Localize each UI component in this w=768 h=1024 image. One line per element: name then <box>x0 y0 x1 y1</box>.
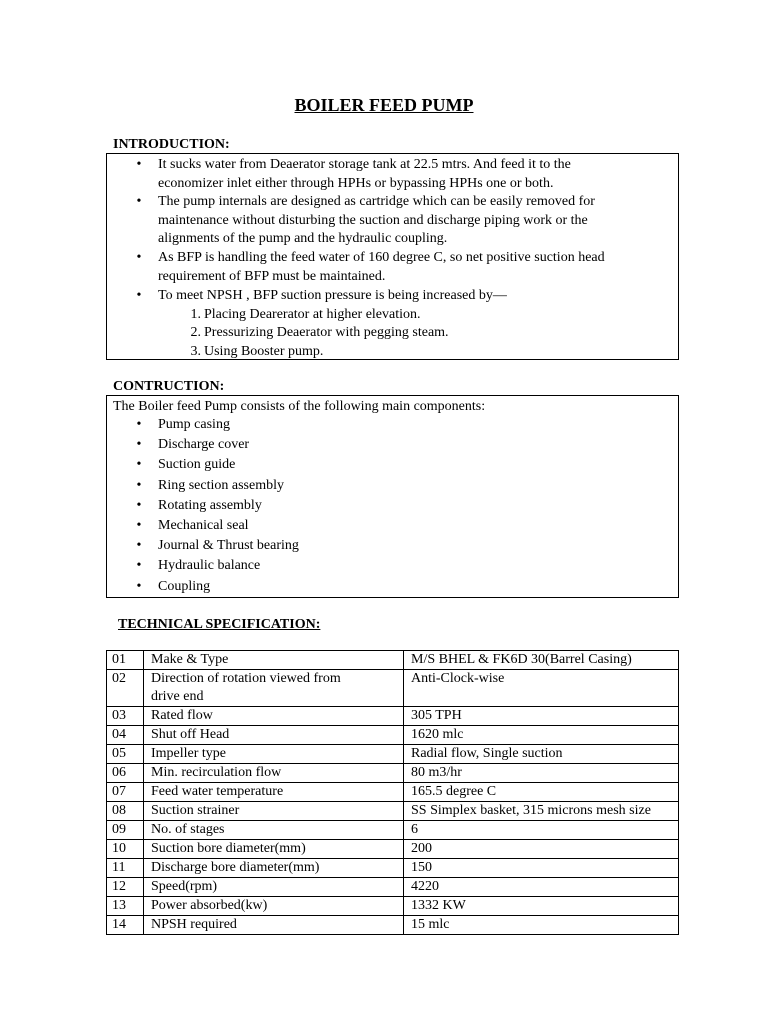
intro-bullet-4: To meet NPSH , BFP suction pressure is being increased by— <box>158 288 507 303</box>
page-title: BOILER FEED PUMP <box>294 95 474 115</box>
table-row <box>107 821 679 840</box>
row-parameter: NPSH required <box>144 916 404 935</box>
bullet-icon: • <box>136 417 142 432</box>
row-number: 13 <box>107 897 144 916</box>
component-item: Pump casing <box>158 417 230 432</box>
row-value: 15 mlc <box>404 916 679 935</box>
spec-table <box>106 650 679 935</box>
table-row <box>107 859 679 878</box>
row-number: 12 <box>107 878 144 897</box>
table-row <box>107 802 679 821</box>
bullet-icon: • <box>136 457 142 473</box>
row-parameter: Suction strainer <box>144 802 404 821</box>
bullet-icon: • <box>136 194 142 209</box>
row-parameter: Feed water temperature <box>144 783 404 802</box>
row-parameter: Make & Type <box>144 651 404 670</box>
row-number: 06 <box>107 764 144 783</box>
component-item: Hydraulic balance <box>158 558 261 574</box>
sub-item-text: Pressurizing Deaerator with pegging steam. <box>204 325 449 340</box>
row-number: 02 <box>107 670 144 707</box>
table-row <box>107 783 679 802</box>
row-parameter: Min. recirculation flow <box>144 764 404 783</box>
table-row <box>107 764 679 783</box>
row-parameter-line-1: Direction of rotation viewed from <box>151 671 341 686</box>
bullet-icon: • <box>136 157 142 172</box>
row-number: 10 <box>107 840 144 859</box>
row-value: Anti-Clock-wise <box>404 670 679 707</box>
row-number: 09 <box>107 821 144 840</box>
construction-heading: CONTRUCTION: <box>113 379 225 394</box>
construction-box <box>106 395 679 598</box>
component-item: Mechanical seal <box>158 518 249 533</box>
component-item: Suction guide <box>158 457 236 473</box>
intro-bullet-1-line-1: It sucks water from Deaerator storage tank at 22.5 mtrs. And feed it to the <box>158 157 571 172</box>
bullet-icon: • <box>136 288 142 303</box>
row-parameter: No. of stages <box>144 821 404 840</box>
bullet-icon: • <box>136 497 142 513</box>
row-parameter: Suction bore diameter(mm) <box>144 840 404 859</box>
row-value: 4220 <box>404 878 679 897</box>
table-row <box>107 897 679 916</box>
bullet-icon: • <box>136 250 142 265</box>
row-value: 1332 KW <box>404 897 679 916</box>
component-item: Ring section assembly <box>158 477 284 493</box>
sub-item-number: 3. <box>190 343 201 359</box>
row-value: M/S BHEL & FK6D 30(Barrel Casing) <box>404 651 679 670</box>
row-parameter: Speed(rpm) <box>144 878 404 897</box>
row-parameter: Discharge bore diameter(mm) <box>144 859 404 878</box>
intro-bullet-3-line-1: As BFP is handling the feed water of 160 degree C, so net positive suction head <box>158 250 605 265</box>
bullet-icon: • <box>136 437 142 453</box>
row-value: 305 TPH <box>404 707 679 726</box>
row-number: 03 <box>107 707 144 726</box>
intro-bullet-3-line-2: requirement of BFP must be maintained. <box>158 268 386 284</box>
table-row <box>107 707 679 726</box>
spec-heading: TECHNICAL SPECIFICATION: <box>118 617 321 632</box>
sub-item-text: Placing Dearerator at higher elevation. <box>204 306 421 322</box>
component-item: Journal & Thrust bearing <box>158 538 299 554</box>
row-number: 07 <box>107 783 144 802</box>
sub-item-text: Using Booster pump. <box>204 343 324 359</box>
table-row <box>107 878 679 897</box>
table-row <box>107 916 679 935</box>
construction-intro: The Boiler feed Pump consists of the following main components: <box>113 399 486 414</box>
row-number: 08 <box>107 802 144 821</box>
row-value: 200 <box>404 840 679 859</box>
row-parameter: Power absorbed(kw) <box>144 897 404 916</box>
bullet-icon: • <box>136 477 142 493</box>
row-value: 1620 mlc <box>404 726 679 745</box>
table-row <box>107 745 679 764</box>
intro-bullet-2-line-1: The pump internals are designed as cartridge which can be easily removed for <box>158 194 595 209</box>
row-value: 80 m3/hr <box>404 764 679 783</box>
bullet-icon: • <box>136 578 142 594</box>
row-parameter: Impeller type <box>144 745 404 764</box>
row-number: 04 <box>107 726 144 745</box>
table-row <box>107 840 679 859</box>
intro-bullet-2-line-2: maintenance without disturbing the suction and discharge piping work or the <box>158 212 588 228</box>
bullet-icon: • <box>136 518 142 533</box>
introduction-heading: INTRODUCTION: <box>113 137 230 152</box>
row-value: 165.5 degree C <box>404 783 679 802</box>
row-number: 05 <box>107 745 144 764</box>
component-item: Rotating assembly <box>158 497 262 513</box>
introduction-box <box>106 153 679 360</box>
row-parameter: Rated flow <box>144 707 404 726</box>
row-parameter <box>144 670 404 707</box>
bullet-icon: • <box>136 558 142 574</box>
component-item: Discharge cover <box>158 437 250 453</box>
sub-item-number: 1. <box>190 306 201 322</box>
component-item: Coupling <box>158 578 211 594</box>
row-value: SS Simplex basket, 315 microns mesh size <box>404 802 679 821</box>
row-value: Radial flow, Single suction <box>404 745 679 764</box>
table-row <box>107 726 679 745</box>
row-value: 150 <box>404 859 679 878</box>
bullet-icon: • <box>136 538 142 554</box>
row-number: 11 <box>107 859 144 878</box>
table-row <box>107 670 679 707</box>
row-number: 01 <box>107 651 144 670</box>
intro-bullet-1-line-2: economizer inlet either through HPHs or bypassing HPHs one or both. <box>158 175 554 191</box>
row-parameter: Shut off Head <box>144 726 404 745</box>
row-number: 14 <box>107 916 144 935</box>
table-row <box>107 651 679 670</box>
row-value: 6 <box>404 821 679 840</box>
row-parameter-line-2: drive end <box>151 689 204 704</box>
sub-item-number: 2. <box>190 325 201 340</box>
intro-bullet-2-line-3: alignments of the pump and the hydraulic coupling. <box>158 231 448 246</box>
